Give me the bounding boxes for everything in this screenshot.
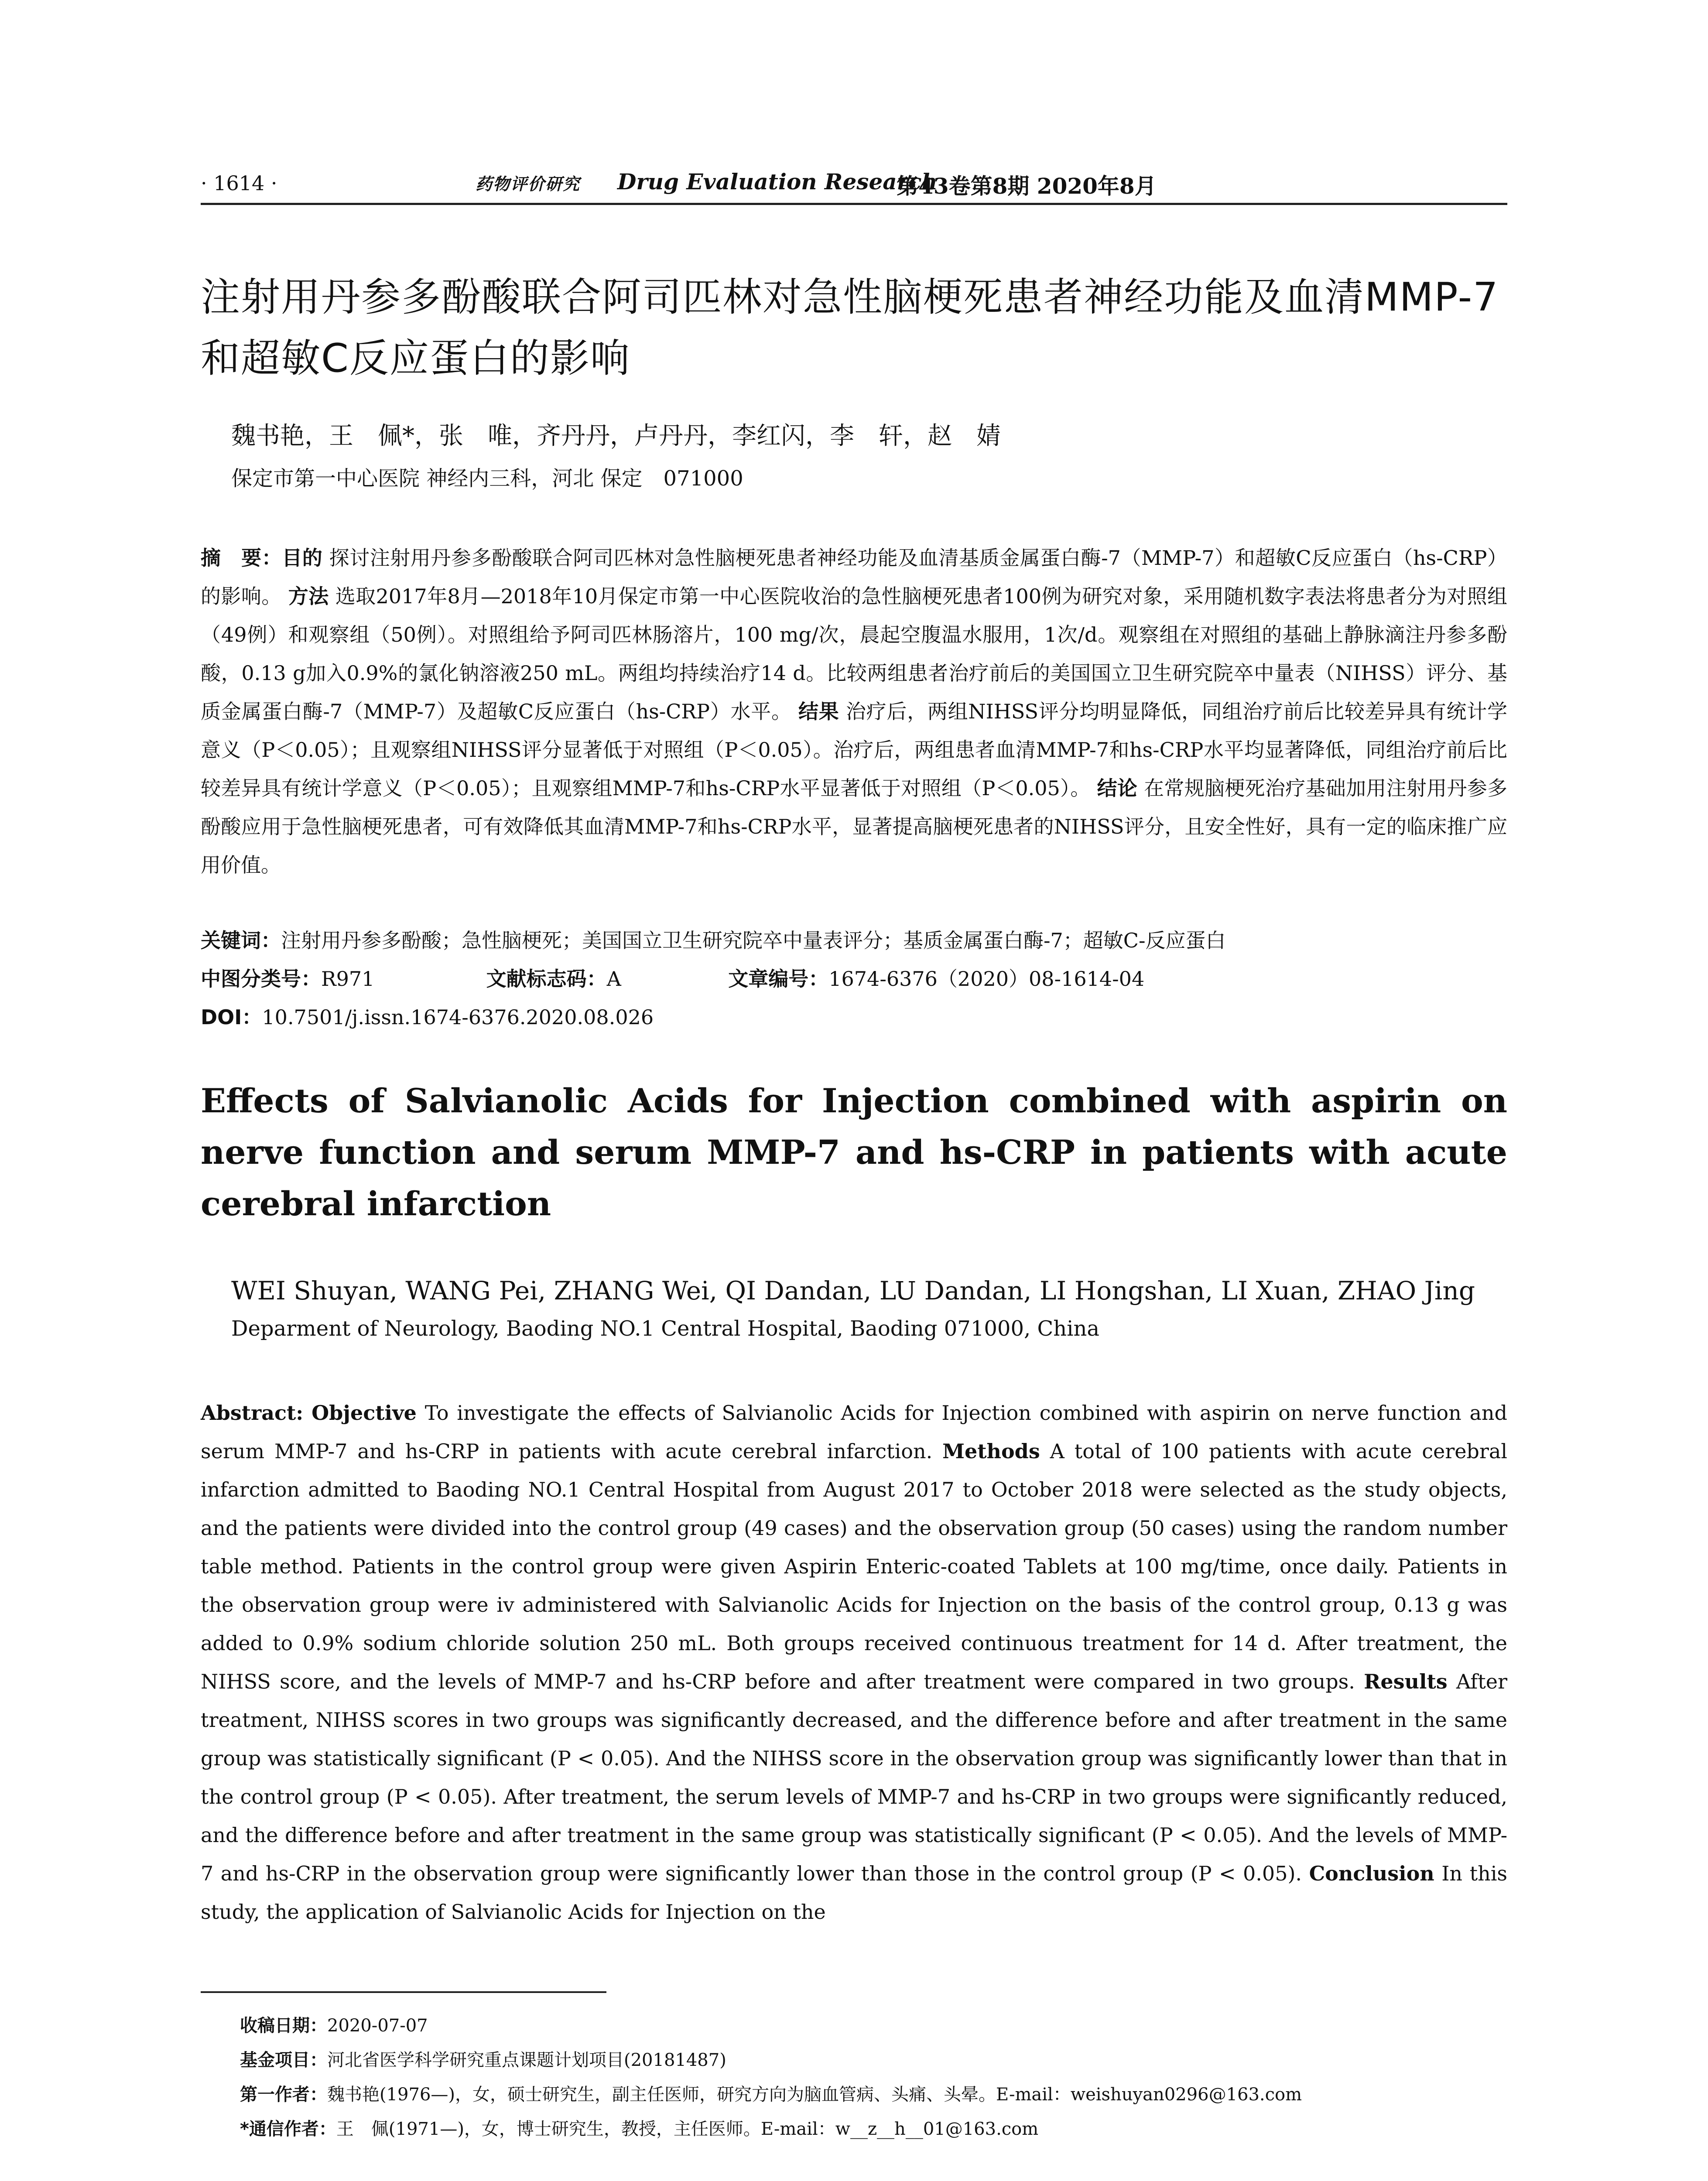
chinese-abstract	[201, 539, 1507, 884]
en-conclusion-label: Conclusion	[1309, 1862, 1434, 1885]
objective-text: 探讨注射用丹参多酚酸联合阿司匹林对急性脑梗死患者神经功能及血清基质金属蛋白酶-7（MMP-7）和超敏C反应蛋白（hs-CRP）的影响。	[201, 546, 1508, 608]
objective-label: 目的	[282, 546, 323, 570]
doc-code-label: 文献标志码：	[486, 967, 607, 991]
footnote-fund	[240, 2043, 1505, 2078]
corresponding-value: 王 佩(1971—)，女，博士研究生，教授，主任医师。E-mail：w__z__h__01@163.com	[336, 2119, 1039, 2139]
chinese-authors: 魏书艳，王 佩*，张 唯，齐丹丹，卢丹丹，李红闪，李 轩，赵 婧	[231, 422, 1001, 450]
en-results-label: Results	[1364, 1670, 1448, 1693]
chinese-title: 注射用丹参多酚酸联合阿司匹林对急性脑梗死患者神经功能及血清MMP-7和超敏C反应蛋白的影响	[201, 274, 1499, 381]
journal-logo: 药物评价研究	[476, 174, 581, 194]
running-header	[201, 168, 1507, 205]
en-conclusion-text: In this study, the application of Salvianolic Acids for Injection on the	[201, 1862, 1508, 1924]
conclusion-label: 结论	[1097, 776, 1138, 800]
article-no-label: 文章编号：	[728, 967, 829, 991]
methods-text: 选取2017年8月—2018年10月保定市第一中心医院收治的急性脑梗死患者100例为研究对象，采用随机数字表法将患者分为对照组（49例）和观察组（50例）。对照组给予阿司匹林肠溶片，100 mg/次，晨起空腹温水服用，1次/d。观察组在对照组的基础上静脉滴注丹参多酚酸，0.13 g加入0.9%的氯化钠溶液250 mL。两组均持续治疗14 d。比较两组患者治疗前后的美国国立卫生研究院卒中量表（NIHSS）评分、基质金属蛋白酶-7（MMP-7）及超敏C反应蛋白（hs-CRP）水平。	[201, 585, 1508, 723]
footnote-divider	[201, 1991, 606, 1993]
en-abstract-label: Abstract:	[201, 1401, 304, 1425]
footnote-corresponding	[240, 2112, 1505, 2147]
received-label: 收稿日期：	[240, 2016, 327, 2036]
en-methods-text: A total of 100 patients with acute cerebral infarction admitted to Baoding NO.1 Central Hospital from August 2017 to October 2018 were selected as the study objects, and the patients were divided into the control group (49 cases) and the observation group (50 cases) using the random number table method. Patients in the control group were given Aspirin Enteric-coated Tablets at 100 mg/time, once daily. Patients in the observation group were iv administered with Salvianolic Acids for Injection on the basis of the control group, 0.13 g was added to 0.9% sodium chloride solution 250 mL. Both groups received continuous treatment for 14 d. After treatment, the NIHSS score, and the levels of MMP-7 and hs-CRP before and after treatment were compared in two groups.	[201, 1439, 1507, 1693]
fund-value: 河北省医学科学研究重点课题计划项目(20181487)	[327, 2050, 726, 2070]
footnote-received	[240, 2009, 1505, 2043]
received-value: 2020-07-07	[327, 2016, 428, 2036]
clc-value: R971	[321, 967, 375, 991]
abstract-label: 摘 要：	[201, 546, 282, 570]
journal-name: Drug Evaluation Research	[617, 169, 938, 195]
en-objective-label: Objective	[311, 1401, 417, 1425]
chinese-affiliation: 保定市第一中心医院 神经内三科，河北 保定 071000	[231, 466, 743, 491]
english-title: Effects of Salvianolic Acids for Injection combined with aspirin on nerve function and serum MMP-7 and hs-CRP in patients with acute cerebral infarction	[201, 1081, 1507, 1223]
keywords-label: 关键词：	[201, 929, 281, 952]
english-abstract	[201, 1394, 1507, 1931]
results-text: 治疗后，两组NIHSS评分均明显降低，同组治疗前后比较差异具有统计学意义（P＜0.05）；且观察组NIHSS评分显著低于对照组（P＜0.05）。治疗后，两组患者血清MMP-7和hs-CRP水平均显著降低，同组治疗前后比较差异具有统计学意义（P＜0.05）；且观察组MMP-7和hs-CRP水平显著低于对照组（P＜0.05）。	[201, 700, 1507, 800]
keywords	[201, 925, 1509, 954]
clc-label: 中图分类号：	[201, 967, 321, 991]
classification-line	[201, 963, 1144, 992]
first-author-label: 第一作者：	[240, 2085, 327, 2105]
en-objective-text: To investigate the effects of Salvianolic Acids for Injection combined with aspirin on nerve function and serum MMP-7 and hs-CRP in patients with acute cerebral infarction.	[201, 1401, 1508, 1463]
doi-label: DOI：	[201, 1005, 262, 1029]
doc-code-value: A	[606, 967, 621, 991]
en-methods-label: Methods	[942, 1439, 1040, 1463]
methods-label: 方法	[288, 585, 329, 608]
issue-info: 第43卷第8期 2020年8月	[897, 173, 1157, 199]
doi-value: 10.7501/j.issn.1674-6376.2020.08.026	[262, 1005, 654, 1029]
english-affiliation: Deparment of Neurology, Baoding NO.1 Central Hospital, Baoding 071000, China	[231, 1316, 1100, 1341]
fund-label: 基金项目：	[240, 2050, 327, 2070]
footnotes	[240, 2009, 1505, 2147]
footnote-first-author	[240, 2078, 1505, 2112]
corresponding-label: *通信作者：	[240, 2119, 336, 2139]
article-no-value: 1674-6376（2020）08-1614-04	[828, 967, 1145, 991]
conclusion-text: 在常规脑梗死治疗基础加用注射用丹参多酚酸应用于急性脑梗死患者，可有效降低其血清MMP-7和hs-CRP水平，显著提高脑梗死患者的NIHSS评分，且安全性好，具有一定的临床推广应用价值。	[201, 776, 1508, 877]
page-number: · 1614 ·	[201, 171, 277, 195]
results-label: 结果	[798, 700, 839, 723]
english-authors: WEI Shuyan, WANG Pei, ZHANG Wei, QI Dandan, LU Dandan, LI Hongshan, LI Xuan, ZHAO Jing	[231, 1276, 1475, 1306]
first-author-value: 魏书艳(1976—)，女，硕士研究生，副主任医师，研究方向为脑血管病、头痛、头晕。E-mail：weishuyan0296@163.com	[327, 2085, 1302, 2105]
doi-line	[201, 1002, 654, 1030]
keywords-text: 注射用丹参多酚酸；急性脑梗死；美国国立卫生研究院卒中量表评分；基质金属蛋白酶-7；超敏C-反应蛋白	[281, 929, 1226, 952]
en-results-text: After treatment, NIHSS scores in two groups was significantly decreased, and the difference before and after treatment in the same group was statistically significant (P < 0.05). And the NIHSS score in the observation group was significantly lower than that in the control group (P < 0.05). After treatment, the serum levels of MMP-7 and hs-CRP in two groups were significantly reduced, and the difference before and after treatment in the same group was statistically significant (P < 0.05). And the levels of MMP-7 and hs-CRP in the observation group were significantly lower than those in the control group (P < 0.05).	[201, 1670, 1507, 1885]
